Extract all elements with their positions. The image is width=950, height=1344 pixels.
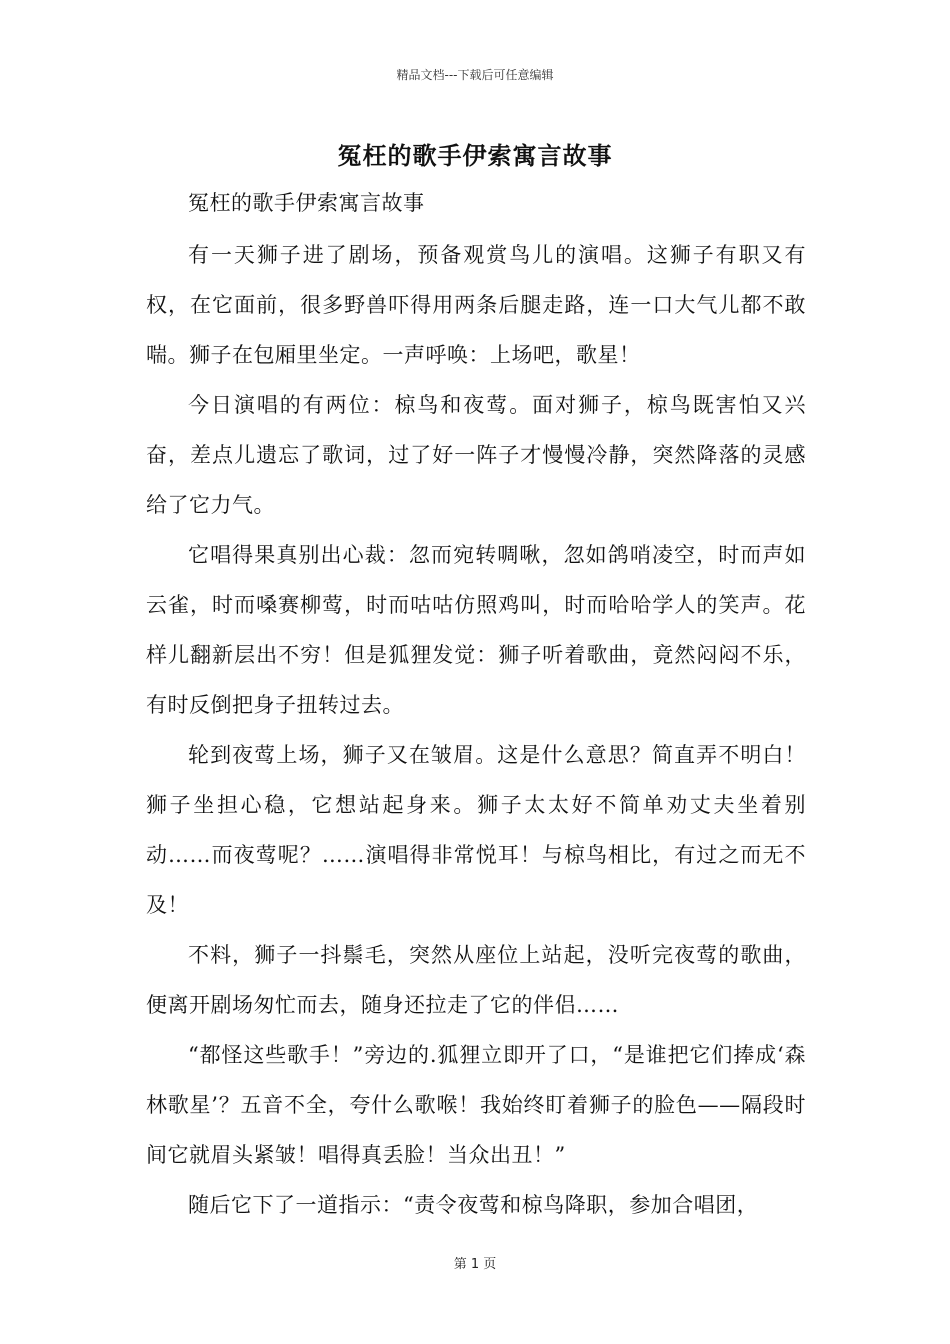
subtitle-paragraph: 冤枉的歌手伊索寓言故事 xyxy=(188,191,425,215)
page-number: 第 1 页 xyxy=(453,1257,497,1272)
body-paragraph: “都怪这些歌手！”旁边的.狐狸立即开了口，“是谁把它们捧成‘森林歌星’？五音不全，夸什么歌喉！我始终盯着狮子的脸色——隔段时间它就眉头紧皱！唱得真丢脸！当众出丑！” xyxy=(146,1043,806,1167)
body-paragraph: 它唱得果真别出心裁：忽而宛转啁啾，忽如鸽哨凌空，时而声如云雀，时而嗓赛柳莺，时而咕咕仿照鸡叫，时而哈哈学人的笑声。花样儿翻新层出不穷！但是狐狸发觉：狮子听着歌曲，竟然闷闷不乐，有时反倒把身子扭转过去。 xyxy=(146,543,806,717)
body-paragraph: 轮到夜莺上场，狮子又在皱眉。这是什么意思？简直弄不明白！狮子坐担心稳，它想站起身来。狮子太太好不简单劝丈夫坐着别动……而夜莺呢？……演唱得非常悦耳！与椋鸟相比，有过之而无不及！ xyxy=(146,743,806,917)
body-paragraph: 今日演唱的有两位：椋鸟和夜莺。面对狮子，椋鸟既害怕又兴奋，差点儿遗忘了歌词，过了好一阵子才慢慢冷静，突然降落的灵感给了它力气。 xyxy=(146,393,806,517)
body-paragraph: 随后它下了一道指示：“责令夜莺和椋鸟降职，参加合唱团， xyxy=(188,1193,759,1217)
body-paragraph: 不料，狮子一抖鬃毛，突然从座位上站起，没听完夜莺的歌曲，便离开剧场匆忙而去，随身还拉走了它的伴侣…… xyxy=(146,943,806,1017)
document-title: 冤枉的歌手伊索寓言故事 xyxy=(337,141,613,170)
body-paragraph: 有一天狮子进了剧场，预备观赏鸟儿的演唱。这狮子有职又有权，在它面前，很多野兽吓得用两条后腿走路，连一口大气儿都不敢喘。狮子在包厢里坐定。一声呼唤：上场吧，歌星！ xyxy=(146,243,806,367)
header-note: 精品文档---下载后可任意编辑 xyxy=(396,68,554,82)
document-body xyxy=(146,178,806,1230)
